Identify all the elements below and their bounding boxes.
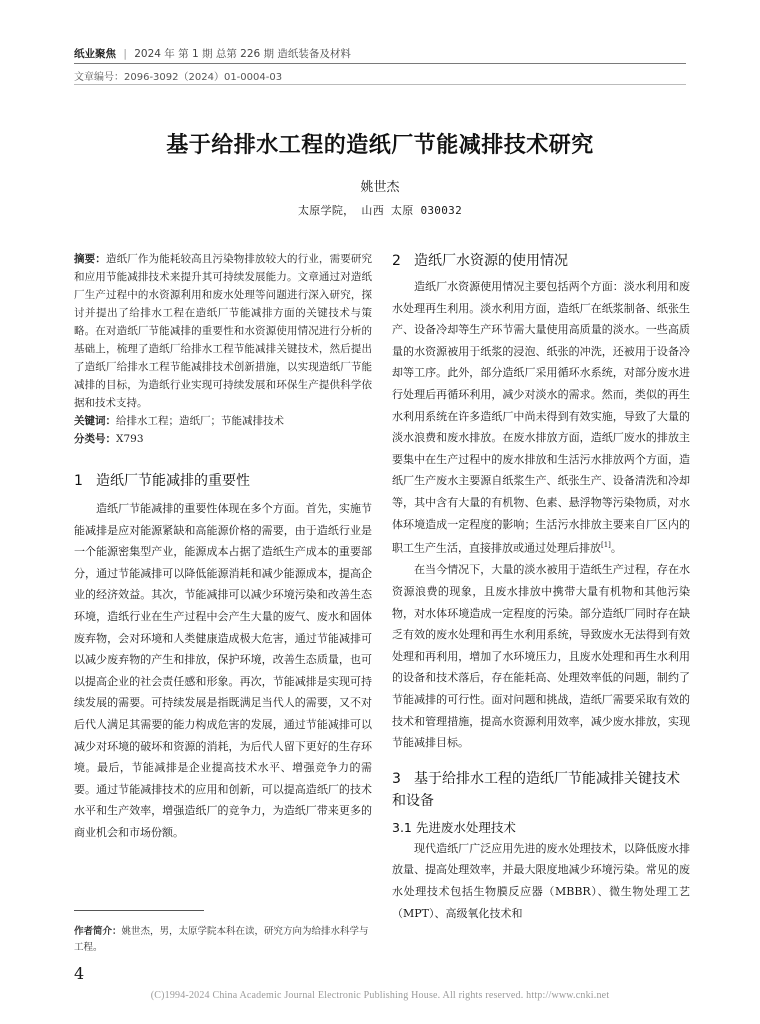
author-affiliation: 太原学院， 山西 太原 030032	[297, 204, 462, 217]
right-column	[392, 250, 690, 924]
paper-title: 基于给排水工程的造纸厂节能减排技术研究	[166, 133, 594, 158]
keywords	[74, 412, 372, 430]
classification-text: X793	[116, 433, 144, 445]
section-3-title: 基于给排水工程的造纸厂节能减排关键技术和设备	[392, 770, 680, 809]
section-2-paragraph-1-end: 。	[610, 541, 622, 555]
copyright-watermark: (C)1994-2024 China Academic Journal Electronic Publishing House. All rights reserved. http://www.cnki.net	[150, 990, 610, 1001]
keywords-label: 关键词：	[74, 415, 116, 427]
article-number: 文章编号：2096-3092（2024）01-0004-03	[74, 72, 283, 83]
abstract-text: 造纸厂作为能耗较高且污染物排放较大的行业，需要研究和应用节能减排技术来提升其可持续发展能力。文章通过对造纸厂生产过程中的水资源利用和废水处理等问题进行深入研究，探讨并提出了给排水工程在造纸厂节能减排方面的关键技术与策略。在对造纸厂节能减排的重要性和水资源使用情况进行分析的基础上，梳理了造纸厂给排水工程节能减排关键技术，然后提出了造纸厂给排水工程节能减排技术创新措施，以实现造纸厂节能减排的目标，为造纸行业实现可持续发展和环保生产提供科学依据和技术支持。	[74, 253, 373, 409]
author-footnote	[74, 924, 374, 956]
section-1-heading	[74, 470, 372, 492]
header-rule-2	[74, 84, 686, 85]
header-separator: |	[123, 48, 127, 60]
section-3-heading	[392, 768, 690, 812]
header-rule	[74, 63, 686, 64]
section-3-number: 3	[392, 770, 401, 787]
section-2-paragraph-1	[392, 276, 690, 559]
subsection-3-1-heading: 3.1 先进废水处理技术	[392, 819, 516, 835]
section-2-title: 造纸厂水资源的使用情况	[414, 253, 568, 269]
left-column	[74, 250, 372, 844]
classification	[74, 430, 372, 448]
journal-header	[74, 46, 686, 61]
citation-ref: [1]	[601, 541, 611, 550]
footnote-text: 姚世杰，男，太原学院本科在读，研究方向为给排水科学与工程。	[74, 926, 369, 953]
journal-name: 纸业聚焦	[74, 48, 116, 60]
author-name: 姚世杰	[360, 180, 400, 195]
section-1-paragraph: 造纸厂节能减排的重要性体现在多个方面。首先，实施节能减排是应对能源紧缺和高能源价格的需要，由于造纸行业是一个能源密集型产业，能源成本占据了造纸生产成本的重要部分，通过节能减排可以降低能源消耗和减少能源成本，提高企业的经济效益。其次，节能减排可以减少环境污染和改善生态环境，造纸行业在生产过程中会产生大量的废气、废水和固体废弃物，会对环境和人类健康造成极大危害，通过节能减排可以减少废弃物的产生和排放，保护环境，改善生态质量，也可以提高企业的社会责任感和形象。再次，节能减排是实现可持续发展的需要。可持续发展是指既满足当代人的需要，又不对后代人满足其需要的能力构成危害的发展，通过节能减排可以减少对环境的破坏和资源的消耗，为后代人留下更好的生存环境。最后，节能减排是企业提高技术水平、增强竞争力的需要。通过节能减排技术的应用和创新，可以提高造纸厂的技术水平和生产效率，增强造纸厂的竞争力，为造纸厂带来更多的商业机会和市场份额。	[74, 502, 372, 839]
issue-info: 2024 年 第 1 期 总第 226 期 造纸装备及材料	[134, 48, 351, 60]
section-1-number: 1	[74, 473, 83, 489]
abstract	[74, 250, 372, 412]
section-2-number: 2	[392, 253, 401, 269]
section-2-paragraph-2: 在当今情况下，大量的淡水被用于造纸生产过程，存在水资源浪费的现象，且废水排放中携带大量有机物和其他污染物，对水体环境造成一定程度的污染。部分造纸厂同时存在缺乏有效的废水处理和再生水利用系统，导致废水无法得到有效处理和再利用，增加了水环境压力，且废水处理和再生水利用的设备和技术落后，存在能耗高、处理效率低的问题，制约了节能减排的可行性。面对问题和挑战，造纸厂需要采取有效的技术和管理措施，提高水资源利用效率，减少废水排放，实现节能减排目标。	[392, 563, 690, 750]
subsection-3-1-paragraph: 现代造纸厂广泛应用先进的废水处理技术，以降低废水排放量、提高处理效率，并最大限度地减少环境污染。常见的废水处理技术包括生物膜反应器（MBBR）、微生物处理工艺（MPT）、高级氧化技术和	[392, 841, 690, 920]
section-2-paragraph-1-text: 造纸厂水资源使用情况主要包括两个方面：淡水利用和废水处理再生利用。淡水利用方面，造纸厂在纸浆制备、纸张生产、设备冷却等生产环节需大量使用高质量的淡水。一些高质量的水资源被用于纸浆的浸泡、纸张的冲洗，还被用于设备冷却等工序。此外，部分造纸厂采用循环水系统，对部分废水进行处理后再循环利用，减少对淡水的需求。然而，类似的再生水利用系统在许多造纸厂中尚未得到有效实施，导致了大量的淡水浪费和废水排放。在废水排放方面，造纸厂废水的排放主要集中在生产过程中的废水排放和生活污水排放两个方面，造纸厂生产废水主要源自纸浆生产、纸张生产、设备清洗和冷却等，其中含有大量的有机物、色素、悬浮物等污染物质，对水体环境造成一定程度的影响；生活污水排放主要来自厂区内的职工生产生活，直接排放或通过处理后排放	[392, 280, 690, 555]
section-1-title: 造纸厂节能减排的重要性	[96, 473, 250, 489]
classification-label: 分类号：	[74, 433, 116, 445]
keywords-text: 给排水工程；造纸厂；节能减排技术	[116, 415, 284, 427]
footnote-label: 作者简介：	[74, 926, 122, 937]
page-number: 4	[74, 964, 85, 983]
section-2-heading	[392, 250, 690, 272]
abstract-label: 摘要：	[74, 253, 106, 265]
footnote-rule	[74, 910, 204, 911]
